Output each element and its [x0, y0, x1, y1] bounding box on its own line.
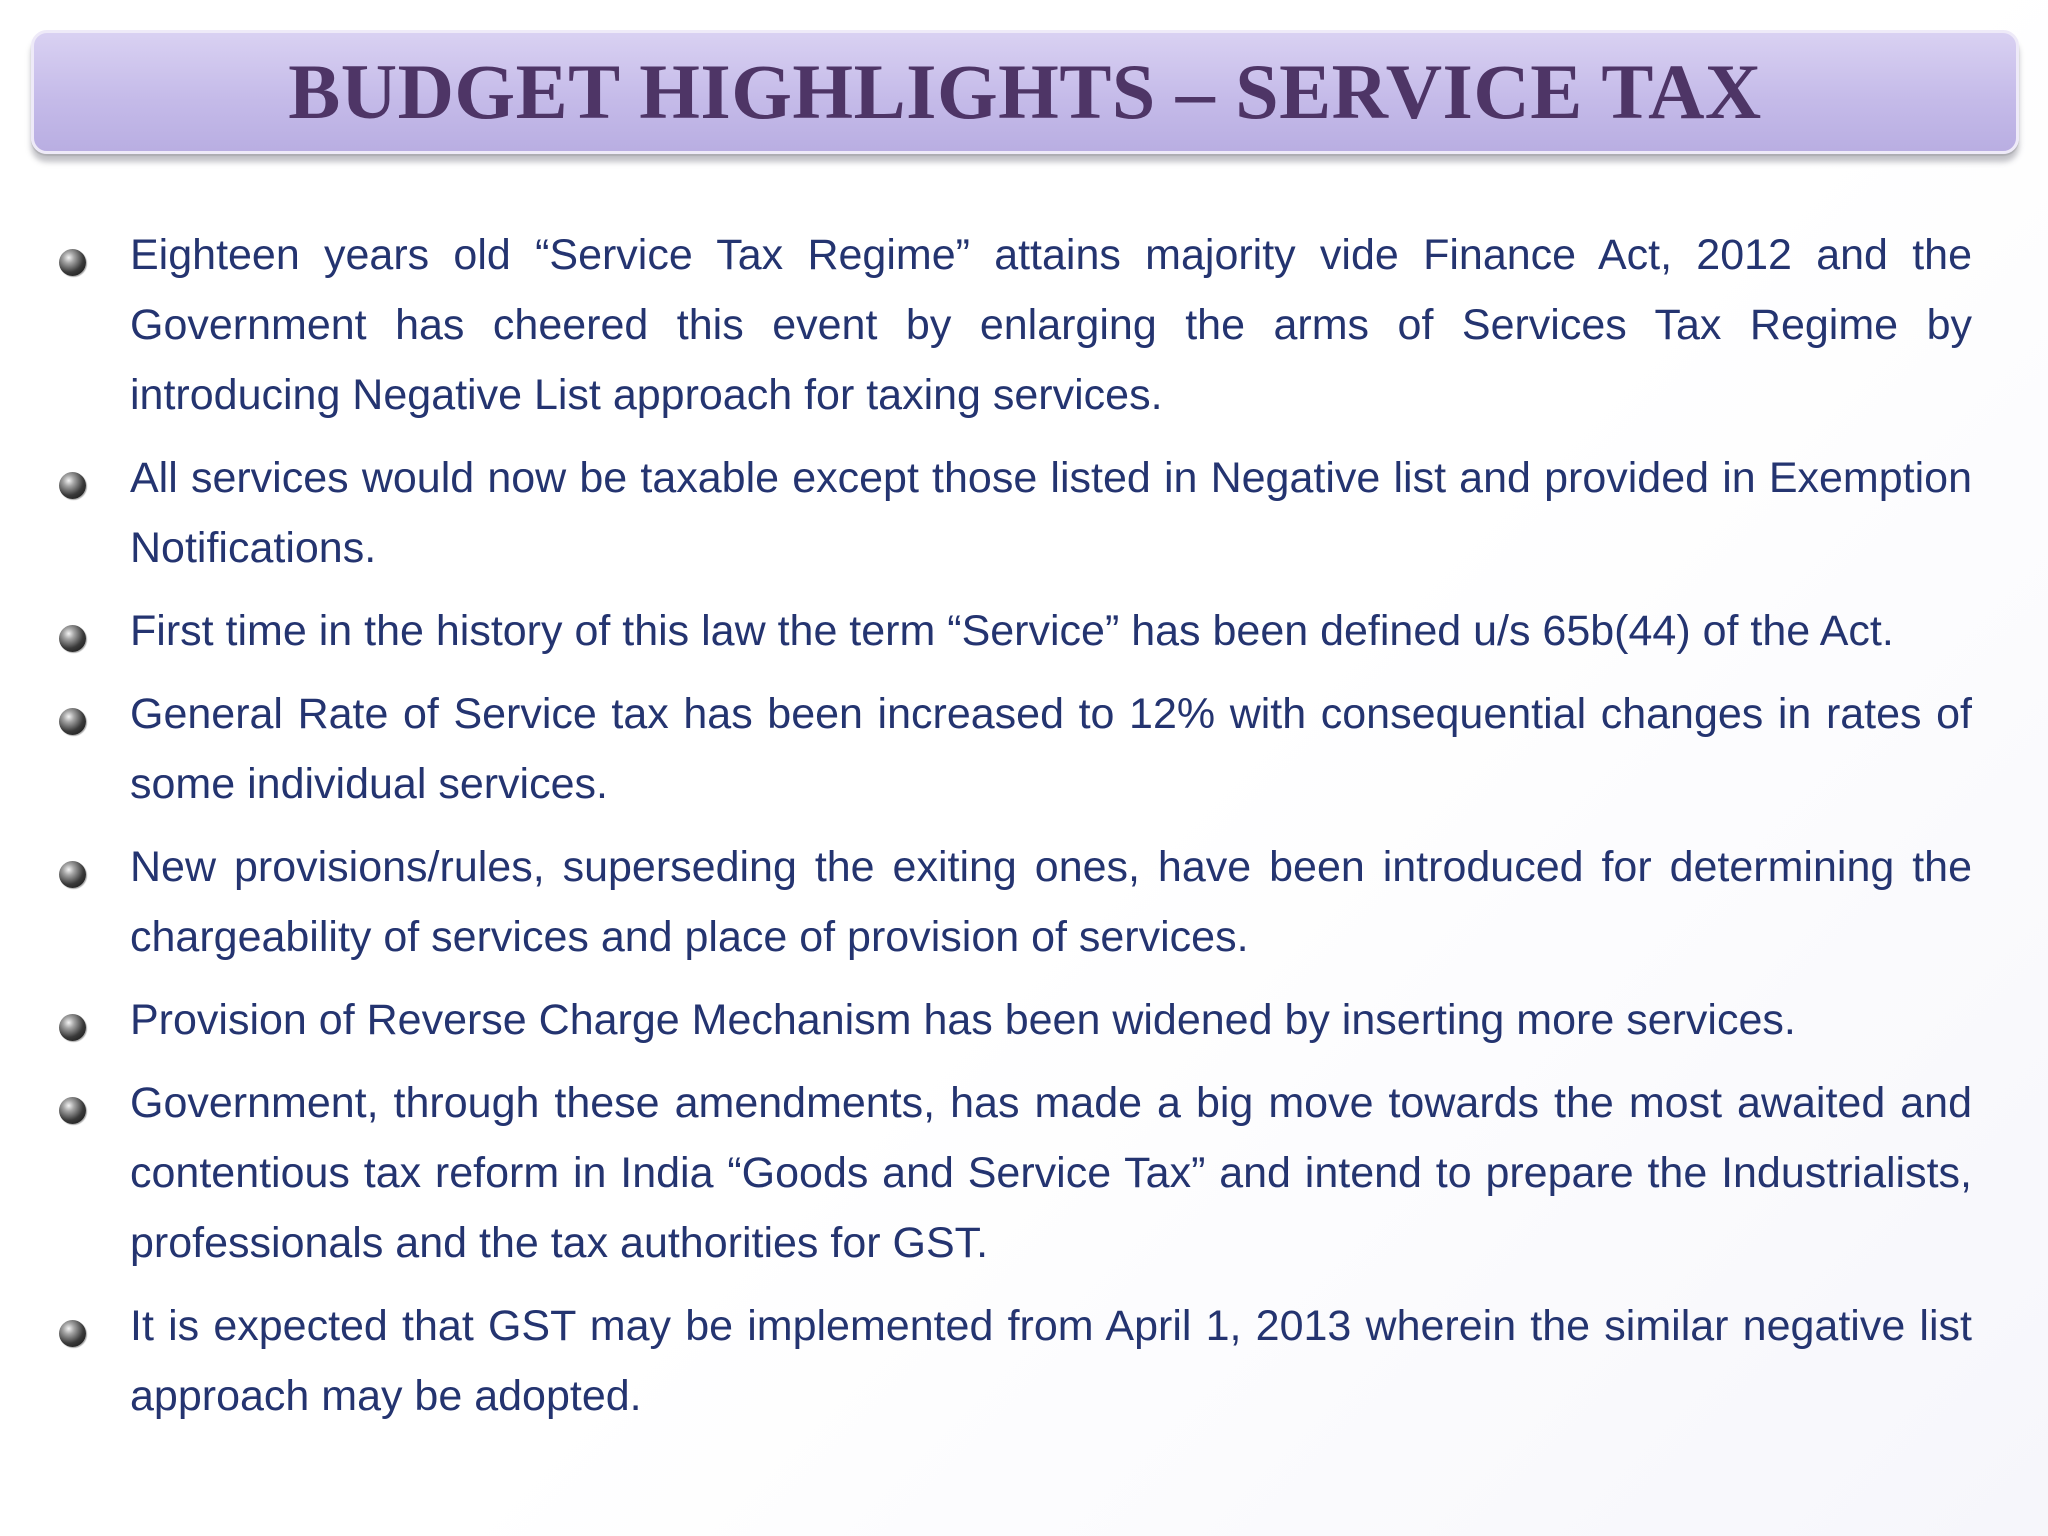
- list-item: [56, 1291, 1972, 1431]
- bullet-text: It is expected that GST may be implemented from April 1, 2013 wherein the similar negative list approach may be adopted.: [130, 1302, 1972, 1420]
- bullet-icon: [59, 1014, 86, 1041]
- bullet-icon: [59, 625, 86, 652]
- bullet-icon: [59, 472, 86, 499]
- bullet-icon: [59, 708, 86, 735]
- slide-title: BUDGET HIGHLIGHTS – SERVICE TAX: [288, 48, 1762, 135]
- list-item: [56, 832, 1972, 972]
- bullet-list: [56, 220, 1972, 1444]
- bullet-text: Eighteen years old “Service Tax Regime” attains majority vide Finance Act, 2012 and the Government has cheered this event by enlarging the arms of Services Tax Regime by introducing Negative List approach for taxing services.: [130, 231, 1972, 419]
- bullet-text: All services would now be taxable except those listed in Negative list and provided in Exemption Notifications.: [130, 454, 1972, 572]
- bullet-text: Government, through these amendments, has made a big move towards the most awaited and contentious tax reform in India “Goods and Service Tax” and intend to prepare the Industrialists, professionals and the tax authorities for GST.: [130, 1079, 1972, 1267]
- bullet-icon: [59, 1320, 86, 1347]
- list-item: [56, 220, 1972, 430]
- bullet-text: Provision of Reverse Charge Mechanism has been widened by inserting more services.: [130, 996, 1796, 1044]
- bullet-text: First time in the history of this law the term “Service” has been defined u/s 65b(44) of the Act.: [130, 607, 1894, 655]
- bullet-icon: [59, 249, 86, 276]
- list-item: [56, 1068, 1972, 1278]
- title-banner: [31, 30, 2019, 154]
- list-item: [56, 985, 1972, 1055]
- bullet-icon: [59, 1097, 86, 1124]
- bullet-text: General Rate of Service tax has been increased to 12% with consequential changes in rates of some individual services.: [130, 690, 1972, 808]
- list-item: [56, 679, 1972, 819]
- list-item: [56, 443, 1972, 583]
- list-item: [56, 596, 1972, 666]
- bullet-icon: [59, 861, 86, 888]
- bullet-text: New provisions/rules, superseding the exiting ones, have been introduced for determining the chargeability of services and place of provision of services.: [130, 843, 1972, 961]
